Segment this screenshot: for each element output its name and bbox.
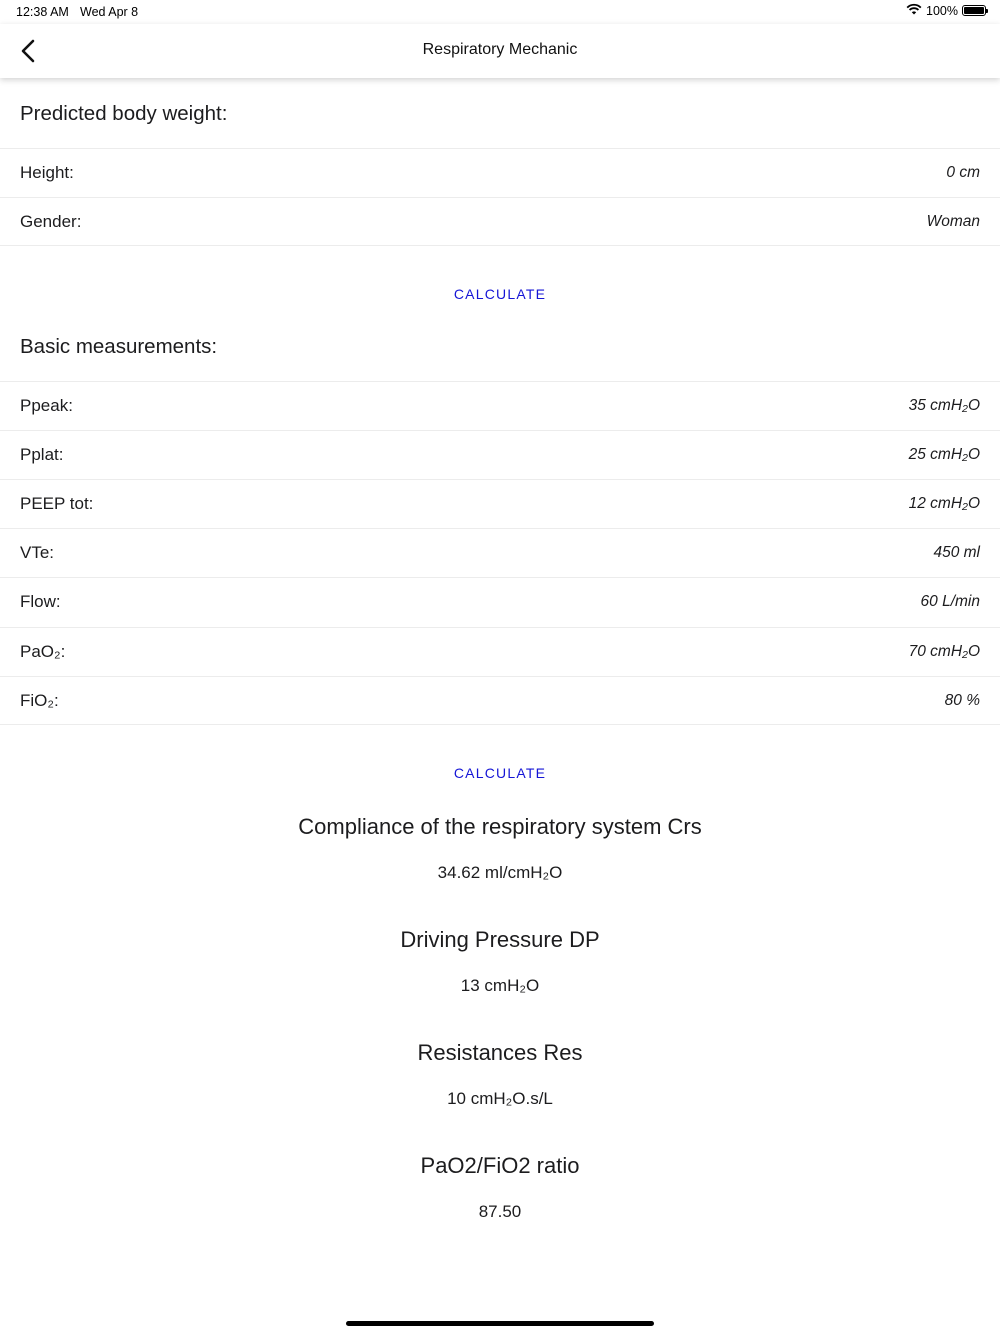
row-label: Ppeak: <box>20 396 73 415</box>
status-time: 12:38 AM <box>16 5 69 19</box>
battery-icon <box>962 5 986 16</box>
status-date: Wed Apr 8 <box>80 5 139 19</box>
fio2-value[interactable]: 80 % <box>944 692 980 709</box>
result-value-compliance: 34.62 ml/cmH₂O <box>437 863 563 882</box>
row-fio2[interactable] <box>0 676 1000 725</box>
section-title-predicted-body-weight: Predicted body weight: <box>20 102 228 125</box>
row-flow[interactable] <box>0 577 1000 626</box>
row-gender[interactable] <box>0 197 1000 246</box>
row-label: PEEP tot: <box>20 494 94 513</box>
row-pplat[interactable] <box>0 430 1000 479</box>
result-title-compliance: Compliance of the respiratory system Crs <box>298 814 702 839</box>
row-pao2[interactable] <box>0 627 1000 676</box>
flow-value[interactable]: 60 L/min <box>920 593 980 610</box>
row-label: Height: <box>20 163 74 182</box>
row-vte[interactable] <box>0 528 1000 577</box>
row-height[interactable] <box>0 148 1000 197</box>
row-label: Gender: <box>20 212 82 231</box>
row-label: VTe: <box>20 543 55 562</box>
calculate-pbw-button[interactable]: CALCULATE <box>453 286 547 302</box>
home-indicator <box>346 1321 654 1326</box>
navigation-bar <box>0 24 1000 78</box>
pao2-value[interactable]: 70 cmH₂O <box>908 643 980 660</box>
row-label: Flow: <box>20 592 61 611</box>
gender-value[interactable]: Woman <box>926 213 980 230</box>
nav-title: Respiratory Mechanic <box>422 41 578 58</box>
result-value-pf-ratio: 87.50 <box>478 1202 522 1221</box>
calculate-measurements-button[interactable]: CALCULATE <box>453 765 547 781</box>
row-label: Pplat: <box>20 445 64 464</box>
battery-percent: 100% <box>926 3 958 18</box>
vte-value[interactable]: 450 ml <box>933 544 980 561</box>
pplat-value[interactable]: 25 cmH₂O <box>908 446 980 463</box>
result-title-driving-pressure: Driving Pressure DP <box>400 927 600 952</box>
peep-tot-value[interactable]: 12 cmH₂O <box>908 495 980 512</box>
row-label: FiO₂: <box>20 691 59 710</box>
row-peep-tot[interactable] <box>0 479 1000 528</box>
result-title-pf-ratio: PaO2/FiO2 ratio <box>420 1153 580 1178</box>
row-label: PaO₂: <box>20 642 66 661</box>
section-title-basic-measurements: Basic measurements: <box>20 335 218 358</box>
status-bar <box>0 0 1000 24</box>
height-value[interactable]: 0 cm <box>946 164 980 181</box>
wifi-icon <box>906 3 922 18</box>
result-title-resistances: Resistances Res <box>417 1040 583 1065</box>
status-indicators <box>906 3 986 18</box>
result-value-driving-pressure: 13 cmH₂O <box>460 976 540 995</box>
ppeak-value[interactable]: 35 cmH₂O <box>908 397 980 414</box>
result-value-resistances: 10 cmH₂O.s/L <box>447 1089 553 1108</box>
row-ppeak[interactable] <box>0 381 1000 430</box>
